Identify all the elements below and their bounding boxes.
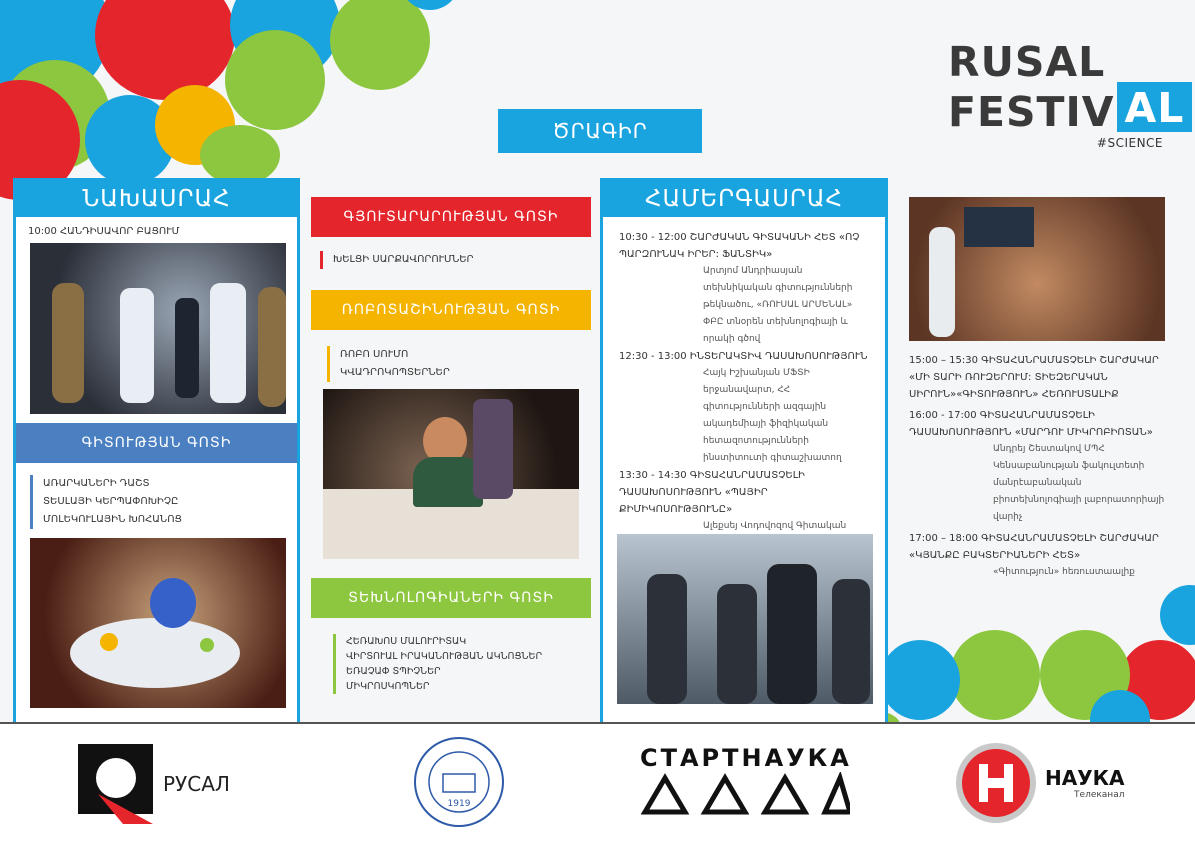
list-item: ՌՈԲՈ ՍՈՒՄՈ (340, 349, 409, 360)
program-title: ԾՐԱԳԻՐ (498, 109, 702, 153)
rusal-sponsor (78, 744, 230, 824)
event-desc: Հայկ Իշխանյան ՄՖՏԻ երջանավարտ, ՀՀ գիտությունների ազգային ակադեմիայի ֆիզիկական հետազոտությունների ինստիտուտի գիտաշխատող (703, 368, 842, 463)
list-item: ՎԻՐՏՈՒԱԼ ԻՐԱԿԱՆՈՒԹՅԱՆ ԱԿՆՈՑՆԵՐ (346, 651, 543, 662)
event-desc: «Գիտություն» հեռուստաալիք (993, 567, 1135, 577)
startnauka-triangles-icon (640, 772, 850, 816)
invention-zone-list (320, 251, 474, 269)
deco-circle (200, 125, 280, 185)
list-item: ՄԻԿՐՈՍԿՈՊՆԵՐ (346, 681, 430, 692)
logo-line-2 (948, 82, 1185, 136)
nauka-logo-icon (955, 742, 1037, 824)
event-time: 13:30 - 14:30 ԳԻՏԱՀԱՆՐԱՄԱՏՉԵԼԻ ԴԱՍԱԽՈՍՈՒԹՅՈՒՆ «ՊԱՅԻՐ ՔԻՄԻԿՈՍՈՒԹՅՈՒՆԸ» (619, 470, 805, 515)
concert-schedule (603, 217, 885, 552)
concert-hall-header: ՀԱՄԵՐԳԱՍՐԱՀ (603, 181, 885, 217)
list-item: ՀԵՌԱԽՈՍ ՄԱԼՈՒՐԻՏԱԿ (346, 636, 467, 647)
logo-al: AL (1117, 82, 1193, 132)
list-item: ԿՎԱԴՐՈԿՈՊՏԵՐՆԵՐ (340, 367, 450, 378)
deco-circle (880, 640, 960, 720)
molecular-photo (30, 538, 286, 708)
robotics-zone-list (327, 346, 450, 382)
invention-zone-header: ԳՅՈՒՏԱՐԱՐՈՒԹՅԱՆ ԳՈՏԻ (311, 197, 591, 237)
evening-schedule (909, 352, 1169, 581)
concert-hall-column (600, 178, 888, 722)
deco-circle (225, 30, 325, 130)
science-zone-list (30, 475, 182, 529)
list-item: ՏԵՍԼԱՅԻ ԿԵՐՊԱՓՈԽԻՉԸ (43, 496, 179, 507)
event-time: 10:30 - 12:00 ՇԱՐԺԱԿԱՆ ԳԻՏԱԿԱՆԻ ՀԵՏ «ՈՉ ՊԱՐԶՈՒՆԱԿ ԻՐԵՐ: ՖԱՆՏԻԿ» (619, 232, 860, 260)
technology-zone-list (333, 634, 542, 694)
logo-tag: #SCIENCE (1096, 136, 1163, 150)
opening-time: 10:00 ՀԱՆԴԻՍԱՎՈՐ ԲԱՑՈՒՄ (28, 226, 180, 237)
startnauka-name: СТАРТНАУКА (640, 744, 852, 772)
deco-circle (1160, 585, 1195, 645)
opening-photo (30, 243, 286, 414)
event-time: 16:00 - 17:00 ԳԻՏԱՀԱՆՐԱՄԱՏՉԵԼԻ ԴԱՍԱԽՈՍՈՒԹՅՈՒՆ «ՄԱՐԴՈՒ ՄԻԿՐՈԲԻՈՏԱՆ» (909, 410, 1153, 438)
technology-zone-header: ՏԵԽՆՈԼՈԳԻԱՆԵՐԻ ԳՈՏԻ (311, 578, 591, 618)
nauka-text (1045, 766, 1124, 800)
robotics-photo (323, 389, 579, 559)
festival-logo (948, 38, 1185, 150)
event-time: 12:30 - 13:00 ԻՆՏԵՐԱԿՏԻՎ ԴԱՍԱԽՈՍՈՒԹՅՈՒՆ (619, 351, 868, 362)
robotics-zone-header: ՌՈԲՈՏԱՇԻՆՈՒԹՅԱՆ ԳՈՏԻ (311, 290, 591, 330)
hall-column (13, 178, 300, 722)
rusal-name: РУСАЛ (163, 772, 230, 796)
event-time: 17:00 – 18:00 ԳԻՏԱՀԱՆՐԱՄԱՏՉԵԼԻ ՇԱՐԺԱԿԱՐ «ԿՅԱՆՔԸ ԲԱԿՏԵՐԻԱՆԵՐԻ ՀԵՏ» (909, 533, 1159, 561)
list-item: ԱՌԱՐԿԱՆԵՐԻ ԴԱՇՏ (43, 478, 150, 489)
nauka-tv-sponsor (955, 742, 1124, 824)
list-item: ԽԵԼՑԻ ՍԱՐՔԱՎՈՐՈՒՄՆԵՐ (333, 254, 474, 265)
officials-photo (617, 534, 873, 704)
sponsors-footer (0, 722, 1195, 844)
hall-header: ՆԱԽԱՍՐԱՀ (16, 181, 297, 217)
deco-circle (95, 0, 235, 100)
event-desc: Ալեքսեյ Վոդովոզով Գիտական (703, 521, 847, 531)
university-seal-icon (413, 736, 505, 828)
logo-festiv: FESTIV (948, 88, 1115, 136)
nauka-subtitle: Телеканал (1074, 790, 1125, 800)
startnauka-sponsor (640, 744, 852, 816)
logo-line-1: RUSAL (948, 38, 1106, 86)
science-zone-header: ԳԻՏՈՒԹՅԱՆ ԳՈՏԻ (16, 423, 297, 463)
university-sponsor (413, 736, 505, 828)
list-item: ՄՈԼԵԿՈՒԼԱՅԻՆ ԽՈՀԱՆՈՑ (43, 514, 182, 525)
deco-circle (950, 630, 1040, 720)
list-item: ԵՌԱՉԱՓ ՏՊԻՉՆԵՐ (346, 666, 441, 677)
event-desc: Արտյոմ Անդրիասյան տեխնիկական գիտությունների թեկնածու, «ՌՈՒՍԱԼ ԱՐՄԵՆԱԼ» ՓԲԸ տնօրեն տեխնոլոգիայի և որակի գծով (703, 266, 853, 344)
event-time: 15:00 – 15:30 ԳԻՏԱՀԱՆՐԱՄԱՏՉԵԼԻ ՇԱՐԺԱԿԱՐ «ՄԻ ՏԱՐԻ ՌՈՒԶԵՐՈՒՄ: ՏԻԵԶԵՐԱԿԱՆ ՍԻՐՈՒՆ»«ԳԻՏՈՒԹՅՈՒՆ» ՀԵՌՈՒՍՏԱԼԻՔ (909, 355, 1159, 400)
deco-circle (330, 0, 430, 90)
nauka-name: НАУКА (1045, 766, 1125, 790)
children-photo (909, 197, 1165, 341)
event-desc: Անդրեյ Շեստակով ՄՊՀ Կենսաբանության ֆակուլտետի մանրէաբանական բիոտեխնոլոգիայի լաբորատորիայի վարիչ (993, 444, 1165, 522)
rusal-logo-icon (78, 744, 153, 824)
seal-year: 1919 (447, 799, 471, 809)
